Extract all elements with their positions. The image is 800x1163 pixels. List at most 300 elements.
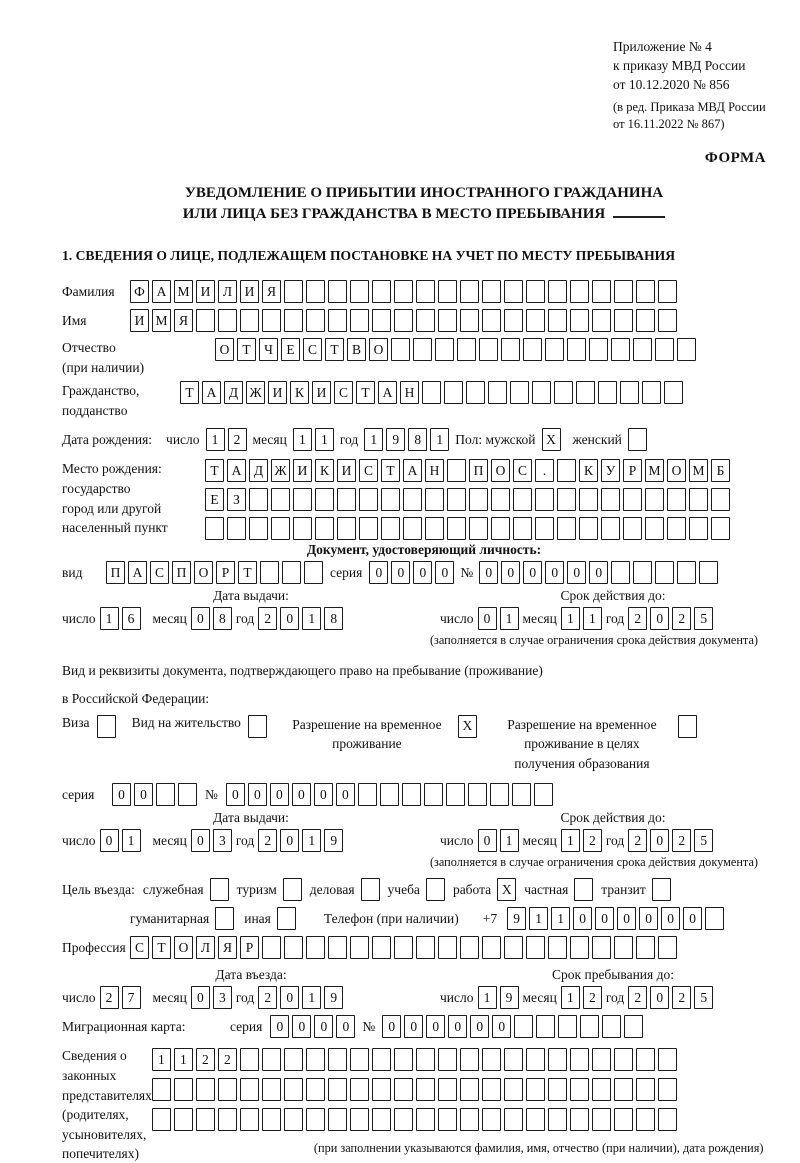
work-box[interactable]: X	[497, 878, 516, 901]
birth-place-cell[interactable]	[271, 488, 290, 511]
profession-cell[interactable]	[592, 936, 611, 959]
guardian-cell[interactable]	[152, 1108, 171, 1131]
guardian-cell[interactable]	[218, 1078, 237, 1101]
birth-place-cell[interactable]	[623, 517, 642, 540]
profession-cell[interactable]	[416, 936, 435, 959]
residence-number-cell[interactable]	[358, 783, 377, 806]
patronymic-cell[interactable]	[435, 338, 454, 361]
doc-type-cell[interactable]: Т	[238, 561, 257, 584]
phone-digit-cell[interactable]: 9	[507, 907, 526, 930]
residence-number-cell[interactable]	[512, 783, 531, 806]
doc-valid-month-cell[interactable]: 1	[583, 607, 602, 630]
birth-place-cell[interactable]	[601, 488, 620, 511]
birth-place-cell[interactable]	[689, 488, 708, 511]
business-box[interactable]	[210, 878, 229, 901]
migration-number-cell[interactable]	[536, 1015, 555, 1038]
birth-place-cell[interactable]	[425, 517, 444, 540]
surname-cell[interactable]	[460, 280, 479, 303]
stay-year-cell[interactable]: 2	[628, 986, 647, 1009]
birth-place-cell[interactable]: И	[337, 459, 356, 482]
guardian-cell[interactable]	[548, 1108, 567, 1131]
surname-cell[interactable]	[306, 280, 325, 303]
guardian-cell[interactable]	[284, 1078, 303, 1101]
given-name-cell[interactable]	[262, 309, 281, 332]
entry-month-cell[interactable]: 0	[191, 986, 210, 1009]
birth-place-cell[interactable]: С	[359, 459, 378, 482]
patronymic-cell[interactable]	[677, 338, 696, 361]
birth-place-cell[interactable]	[293, 517, 312, 540]
birth-place-cell[interactable]	[513, 517, 532, 540]
surname-cell[interactable]: А	[152, 280, 171, 303]
guardian-cell[interactable]	[328, 1108, 347, 1131]
patronymic-cell[interactable]	[567, 338, 586, 361]
birth-place-cell[interactable]: С	[513, 459, 532, 482]
profession-cell[interactable]: О	[174, 936, 193, 959]
guardian-cell[interactable]	[614, 1078, 633, 1101]
patronymic-cell[interactable]	[545, 338, 564, 361]
migration-number-cell[interactable]	[624, 1015, 643, 1038]
residence-valid-month-cell[interactable]: 2	[583, 829, 602, 852]
residence-number-cell[interactable]	[424, 783, 443, 806]
patronymic-cell[interactable]: Т	[237, 338, 256, 361]
surname-cell[interactable]	[592, 280, 611, 303]
profession-cell[interactable]	[504, 936, 523, 959]
given-name-cell[interactable]	[350, 309, 369, 332]
doc-type-cell[interactable]	[304, 561, 323, 584]
guardian-cell[interactable]	[152, 1078, 171, 1101]
guardian-cell[interactable]	[416, 1048, 435, 1071]
guardian-cell[interactable]	[372, 1048, 391, 1071]
guardian-cell[interactable]	[658, 1048, 677, 1071]
stay-day-cell[interactable]: 1	[478, 986, 497, 1009]
birth-year-cell[interactable]: 8	[408, 428, 427, 451]
temp-residence-education-box[interactable]	[678, 715, 697, 738]
profession-cell[interactable]	[328, 936, 347, 959]
profession-cell[interactable]: Т	[152, 936, 171, 959]
birth-place-cell[interactable]	[359, 517, 378, 540]
guardian-cell[interactable]	[306, 1108, 325, 1131]
guardian-cell[interactable]	[350, 1048, 369, 1071]
doc-series-cell[interactable]: 0	[369, 561, 388, 584]
given-name-cell[interactable]	[218, 309, 237, 332]
surname-cell[interactable]	[658, 280, 677, 303]
patronymic-cell[interactable]	[501, 338, 520, 361]
birth-place-cell[interactable]	[447, 488, 466, 511]
guardian-cell[interactable]: 2	[218, 1048, 237, 1071]
migration-series-cell[interactable]: 0	[292, 1015, 311, 1038]
phone-digit-cell[interactable]: 0	[661, 907, 680, 930]
citizenship-cell[interactable]	[488, 381, 507, 404]
migration-number-cell[interactable]: 0	[448, 1015, 467, 1038]
guardian-cell[interactable]	[240, 1078, 259, 1101]
profession-cell[interactable]	[614, 936, 633, 959]
residence-valid-day-cell[interactable]: 0	[478, 829, 497, 852]
profession-cell[interactable]	[460, 936, 479, 959]
residence-issue-year-cell[interactable]: 9	[324, 829, 343, 852]
patronymic-cell[interactable]: Т	[325, 338, 344, 361]
guardian-cell[interactable]	[416, 1078, 435, 1101]
residence-number-cell[interactable]: 0	[226, 783, 245, 806]
given-name-cell[interactable]	[570, 309, 589, 332]
birth-place-cell[interactable]: З	[227, 488, 246, 511]
guardian-cell[interactable]: 1	[174, 1048, 193, 1071]
birth-place-cell[interactable]: К	[315, 459, 334, 482]
doc-series-cell[interactable]: 0	[413, 561, 432, 584]
migration-series-cell[interactable]: 0	[336, 1015, 355, 1038]
surname-cell[interactable]	[284, 280, 303, 303]
doc-number-cell[interactable]: 0	[589, 561, 608, 584]
residence-number-cell[interactable]	[534, 783, 553, 806]
guardian-cell[interactable]	[240, 1048, 259, 1071]
entry-year-cell[interactable]: 9	[324, 986, 343, 1009]
residence-number-cell[interactable]: 0	[336, 783, 355, 806]
birth-place-cell[interactable]: Т	[205, 459, 224, 482]
residence-issue-month-cell[interactable]: 0	[191, 829, 210, 852]
guardian-cell[interactable]	[438, 1108, 457, 1131]
doc-issue-year-cell[interactable]: 0	[280, 607, 299, 630]
phone-digit-cell[interactable]: 0	[683, 907, 702, 930]
given-name-cell[interactable]	[394, 309, 413, 332]
guardian-cell[interactable]	[614, 1048, 633, 1071]
surname-cell[interactable]	[438, 280, 457, 303]
citizenship-cell[interactable]	[510, 381, 529, 404]
citizenship-cell[interactable]	[532, 381, 551, 404]
given-name-cell[interactable]	[592, 309, 611, 332]
phone-digit-cell[interactable]	[705, 907, 724, 930]
birth-place-cell[interactable]	[337, 488, 356, 511]
doc-valid-month-cell[interactable]: 1	[561, 607, 580, 630]
residence-valid-year-cell[interactable]: 5	[694, 829, 713, 852]
profession-cell[interactable]	[526, 936, 545, 959]
guardian-cell[interactable]	[262, 1108, 281, 1131]
doc-issue-year-cell[interactable]: 1	[302, 607, 321, 630]
birth-place-cell[interactable]	[535, 517, 554, 540]
doc-number-cell[interactable]	[677, 561, 696, 584]
birth-place-cell[interactable]: Н	[425, 459, 444, 482]
doc-valid-day-cell[interactable]: 0	[478, 607, 497, 630]
surname-cell[interactable]: И	[196, 280, 215, 303]
citizenship-cell[interactable]: Н	[400, 381, 419, 404]
birth-place-cell[interactable]	[623, 488, 642, 511]
given-name-cell[interactable]: И	[130, 309, 149, 332]
birth-place-cell[interactable]	[249, 517, 268, 540]
guardian-cell[interactable]	[482, 1048, 501, 1071]
birth-place-cell[interactable]: Т	[381, 459, 400, 482]
profession-cell[interactable]	[658, 936, 677, 959]
birth-place-cell[interactable]	[293, 488, 312, 511]
birth-place-cell[interactable]	[205, 517, 224, 540]
doc-issue-month-cell[interactable]: 0	[191, 607, 210, 630]
birth-place-cell[interactable]	[711, 517, 730, 540]
citizenship-cell[interactable]	[422, 381, 441, 404]
guardian-cell[interactable]	[570, 1108, 589, 1131]
guardian-cell[interactable]	[658, 1108, 677, 1131]
citizenship-cell[interactable]: К	[290, 381, 309, 404]
surname-cell[interactable]: И	[240, 280, 259, 303]
doc-number-cell[interactable]: 0	[523, 561, 542, 584]
given-name-cell[interactable]	[482, 309, 501, 332]
given-name-cell[interactable]: М	[152, 309, 171, 332]
residence-valid-month-cell[interactable]: 1	[561, 829, 580, 852]
birth-year-cell[interactable]: 9	[386, 428, 405, 451]
guardian-cell[interactable]	[372, 1108, 391, 1131]
doc-number-cell[interactable]	[655, 561, 674, 584]
birth-month-cell[interactable]: 1	[315, 428, 334, 451]
doc-number-cell[interactable]: 0	[501, 561, 520, 584]
stay-day-cell[interactable]: 9	[500, 986, 519, 1009]
patronymic-cell[interactable]: О	[369, 338, 388, 361]
birth-place-cell[interactable]	[337, 517, 356, 540]
guardian-cell[interactable]: 2	[196, 1048, 215, 1071]
citizenship-cell[interactable]	[642, 381, 661, 404]
patronymic-cell[interactable]: О	[215, 338, 234, 361]
profession-cell[interactable]	[548, 936, 567, 959]
phone-digit-cell[interactable]: 0	[617, 907, 636, 930]
migration-number-cell[interactable]	[580, 1015, 599, 1038]
birth-place-cell[interactable]	[447, 459, 466, 482]
birth-place-cell[interactable]: И	[293, 459, 312, 482]
guardian-cell[interactable]	[350, 1078, 369, 1101]
profession-cell[interactable]	[306, 936, 325, 959]
guardian-cell[interactable]	[196, 1108, 215, 1131]
migration-number-cell[interactable]: 0	[382, 1015, 401, 1038]
residence-issue-year-cell[interactable]: 1	[302, 829, 321, 852]
given-name-cell[interactable]	[372, 309, 391, 332]
doc-type-cell[interactable]: П	[106, 561, 125, 584]
profession-cell[interactable]	[438, 936, 457, 959]
phone-digit-cell[interactable]: 0	[595, 907, 614, 930]
doc-valid-year-cell[interactable]: 2	[628, 607, 647, 630]
patronymic-cell[interactable]	[523, 338, 542, 361]
birth-place-cell[interactable]	[359, 488, 378, 511]
surname-cell[interactable]	[416, 280, 435, 303]
given-name-cell[interactable]	[548, 309, 567, 332]
doc-type-cell[interactable]	[260, 561, 279, 584]
migration-number-cell[interactable]	[558, 1015, 577, 1038]
residence-number-cell[interactable]	[380, 783, 399, 806]
given-name-cell[interactable]: Я	[174, 309, 193, 332]
citizenship-cell[interactable]: А	[378, 381, 397, 404]
doc-issue-month-cell[interactable]: 8	[213, 607, 232, 630]
birth-place-cell[interactable]	[491, 488, 510, 511]
guardian-cell[interactable]	[372, 1078, 391, 1101]
guardian-cell[interactable]	[526, 1078, 545, 1101]
guardian-cell[interactable]	[306, 1048, 325, 1071]
given-name-cell[interactable]	[196, 309, 215, 332]
citizenship-cell[interactable]	[598, 381, 617, 404]
residence-number-cell[interactable]: 0	[292, 783, 311, 806]
citizenship-cell[interactable]	[620, 381, 639, 404]
birth-place-cell[interactable]	[557, 517, 576, 540]
given-name-cell[interactable]	[416, 309, 435, 332]
patronymic-cell[interactable]	[391, 338, 410, 361]
stay-year-cell[interactable]: 2	[672, 986, 691, 1009]
surname-cell[interactable]	[504, 280, 523, 303]
birth-place-cell[interactable]: О	[667, 459, 686, 482]
guardian-cell[interactable]	[240, 1108, 259, 1131]
residence-number-cell[interactable]	[468, 783, 487, 806]
given-name-cell[interactable]	[328, 309, 347, 332]
residence-series-cell[interactable]: 0	[134, 783, 153, 806]
birth-place-cell[interactable]	[447, 517, 466, 540]
birth-place-cell[interactable]: К	[579, 459, 598, 482]
surname-cell[interactable]	[636, 280, 655, 303]
birth-place-cell[interactable]	[469, 488, 488, 511]
birth-month-cell[interactable]: 1	[293, 428, 312, 451]
birth-place-cell[interactable]: М	[689, 459, 708, 482]
stay-year-cell[interactable]: 0	[650, 986, 669, 1009]
guardian-cell[interactable]	[504, 1108, 523, 1131]
citizenship-cell[interactable]	[554, 381, 573, 404]
citizenship-cell[interactable]: Т	[180, 381, 199, 404]
given-name-cell[interactable]	[240, 309, 259, 332]
surname-cell[interactable]	[548, 280, 567, 303]
guardian-cell[interactable]	[350, 1108, 369, 1131]
guardian-cell[interactable]	[614, 1108, 633, 1131]
phone-digit-cell[interactable]: 0	[573, 907, 592, 930]
profession-cell[interactable]	[636, 936, 655, 959]
doc-valid-year-cell[interactable]: 5	[694, 607, 713, 630]
birth-place-cell[interactable]	[667, 488, 686, 511]
birth-place-cell[interactable]	[513, 488, 532, 511]
residence-issue-month-cell[interactable]: 3	[213, 829, 232, 852]
stay-month-cell[interactable]: 2	[583, 986, 602, 1009]
birth-place-cell[interactable]	[271, 517, 290, 540]
guardian-cell[interactable]	[394, 1048, 413, 1071]
profession-cell[interactable]: Р	[240, 936, 259, 959]
guardian-cell[interactable]	[416, 1108, 435, 1131]
guardian-cell[interactable]	[196, 1078, 215, 1101]
citizenship-cell[interactable]: С	[334, 381, 353, 404]
guardian-cell[interactable]	[262, 1048, 281, 1071]
citizenship-cell[interactable]: Ж	[246, 381, 265, 404]
entry-month-cell[interactable]: 3	[213, 986, 232, 1009]
visa-box[interactable]	[97, 715, 116, 738]
given-name-cell[interactable]	[438, 309, 457, 332]
birth-place-cell[interactable]: У	[601, 459, 620, 482]
residence-series-cell[interactable]	[178, 783, 197, 806]
guardian-cell[interactable]	[548, 1048, 567, 1071]
residence-valid-year-cell[interactable]: 0	[650, 829, 669, 852]
birth-year-cell[interactable]: 1	[364, 428, 383, 451]
profession-cell[interactable]	[394, 936, 413, 959]
guardian-cell[interactable]	[482, 1108, 501, 1131]
guardian-cell[interactable]	[592, 1048, 611, 1071]
guardian-cell[interactable]	[548, 1078, 567, 1101]
residence-number-cell[interactable]	[490, 783, 509, 806]
given-name-cell[interactable]	[460, 309, 479, 332]
profession-cell[interactable]	[350, 936, 369, 959]
doc-number-cell[interactable]: 0	[567, 561, 586, 584]
residence-permit-box[interactable]	[248, 715, 267, 738]
residence-number-cell[interactable]: 0	[248, 783, 267, 806]
guardian-cell[interactable]	[526, 1108, 545, 1131]
entry-day-cell[interactable]: 2	[100, 986, 119, 1009]
doc-series-cell[interactable]: 0	[435, 561, 454, 584]
guardian-cell[interactable]	[394, 1108, 413, 1131]
citizenship-cell[interactable]: И	[312, 381, 331, 404]
residence-number-cell[interactable]: 0	[314, 783, 333, 806]
doc-number-cell[interactable]	[699, 561, 718, 584]
birth-place-cell[interactable]: А	[227, 459, 246, 482]
patronymic-cell[interactable]	[457, 338, 476, 361]
entry-year-cell[interactable]: 1	[302, 986, 321, 1009]
patronymic-cell[interactable]: Ч	[259, 338, 278, 361]
doc-number-cell[interactable]	[633, 561, 652, 584]
patronymic-cell[interactable]	[633, 338, 652, 361]
residence-series-cell[interactable]	[156, 783, 175, 806]
guardian-cell[interactable]	[636, 1048, 655, 1071]
study-box[interactable]	[426, 878, 445, 901]
doc-type-cell[interactable]	[282, 561, 301, 584]
citizenship-cell[interactable]	[466, 381, 485, 404]
birth-place-cell[interactable]	[557, 459, 576, 482]
guardian-cell[interactable]	[592, 1108, 611, 1131]
birth-place-cell[interactable]	[491, 517, 510, 540]
migration-number-cell[interactable]: 0	[404, 1015, 423, 1038]
guardian-cell[interactable]	[570, 1078, 589, 1101]
doc-valid-year-cell[interactable]: 0	[650, 607, 669, 630]
other-box[interactable]	[277, 907, 296, 930]
guardian-cell[interactable]	[306, 1078, 325, 1101]
doc-series-cell[interactable]: 0	[391, 561, 410, 584]
birth-place-cell[interactable]: .	[535, 459, 554, 482]
surname-cell[interactable]: М	[174, 280, 193, 303]
doc-type-cell[interactable]: Р	[216, 561, 235, 584]
surname-cell[interactable]: Я	[262, 280, 281, 303]
transit-box[interactable]	[652, 878, 671, 901]
doc-number-cell[interactable]: 0	[479, 561, 498, 584]
birth-day-cell[interactable]: 2	[228, 428, 247, 451]
birth-place-cell[interactable]	[315, 517, 334, 540]
phone-digit-cell[interactable]: 1	[551, 907, 570, 930]
sex-female-box[interactable]	[628, 428, 647, 451]
temp-residence-box[interactable]: X	[458, 715, 477, 738]
birth-place-cell[interactable]	[601, 517, 620, 540]
birth-place-cell[interactable]: М	[645, 459, 664, 482]
patronymic-cell[interactable]	[655, 338, 674, 361]
birth-place-cell[interactable]: Д	[249, 459, 268, 482]
birth-place-cell[interactable]	[535, 488, 554, 511]
patronymic-cell[interactable]: С	[303, 338, 322, 361]
guardian-cell[interactable]	[504, 1078, 523, 1101]
guardian-cell[interactable]	[328, 1078, 347, 1101]
profession-cell[interactable]	[570, 936, 589, 959]
guardian-cell[interactable]	[460, 1078, 479, 1101]
birth-place-cell[interactable]	[315, 488, 334, 511]
migration-series-cell[interactable]: 0	[314, 1015, 333, 1038]
guardian-cell[interactable]	[636, 1108, 655, 1131]
migration-number-cell[interactable]: 0	[470, 1015, 489, 1038]
residence-series-cell[interactable]: 0	[112, 783, 131, 806]
citizenship-cell[interactable]	[576, 381, 595, 404]
birth-day-cell[interactable]: 1	[206, 428, 225, 451]
surname-cell[interactable]	[328, 280, 347, 303]
profession-cell[interactable]	[482, 936, 501, 959]
entry-year-cell[interactable]: 0	[280, 986, 299, 1009]
guardian-cell[interactable]	[284, 1048, 303, 1071]
given-name-cell[interactable]	[636, 309, 655, 332]
guardian-cell[interactable]	[218, 1108, 237, 1131]
birth-place-cell[interactable]: Е	[205, 488, 224, 511]
guardian-cell[interactable]	[460, 1108, 479, 1131]
profession-cell[interactable]	[372, 936, 391, 959]
entry-year-cell[interactable]: 2	[258, 986, 277, 1009]
guardian-cell[interactable]	[174, 1078, 193, 1101]
birth-place-cell[interactable]: Р	[623, 459, 642, 482]
birth-place-cell[interactable]: Ж	[271, 459, 290, 482]
residence-valid-year-cell[interactable]: 2	[672, 829, 691, 852]
